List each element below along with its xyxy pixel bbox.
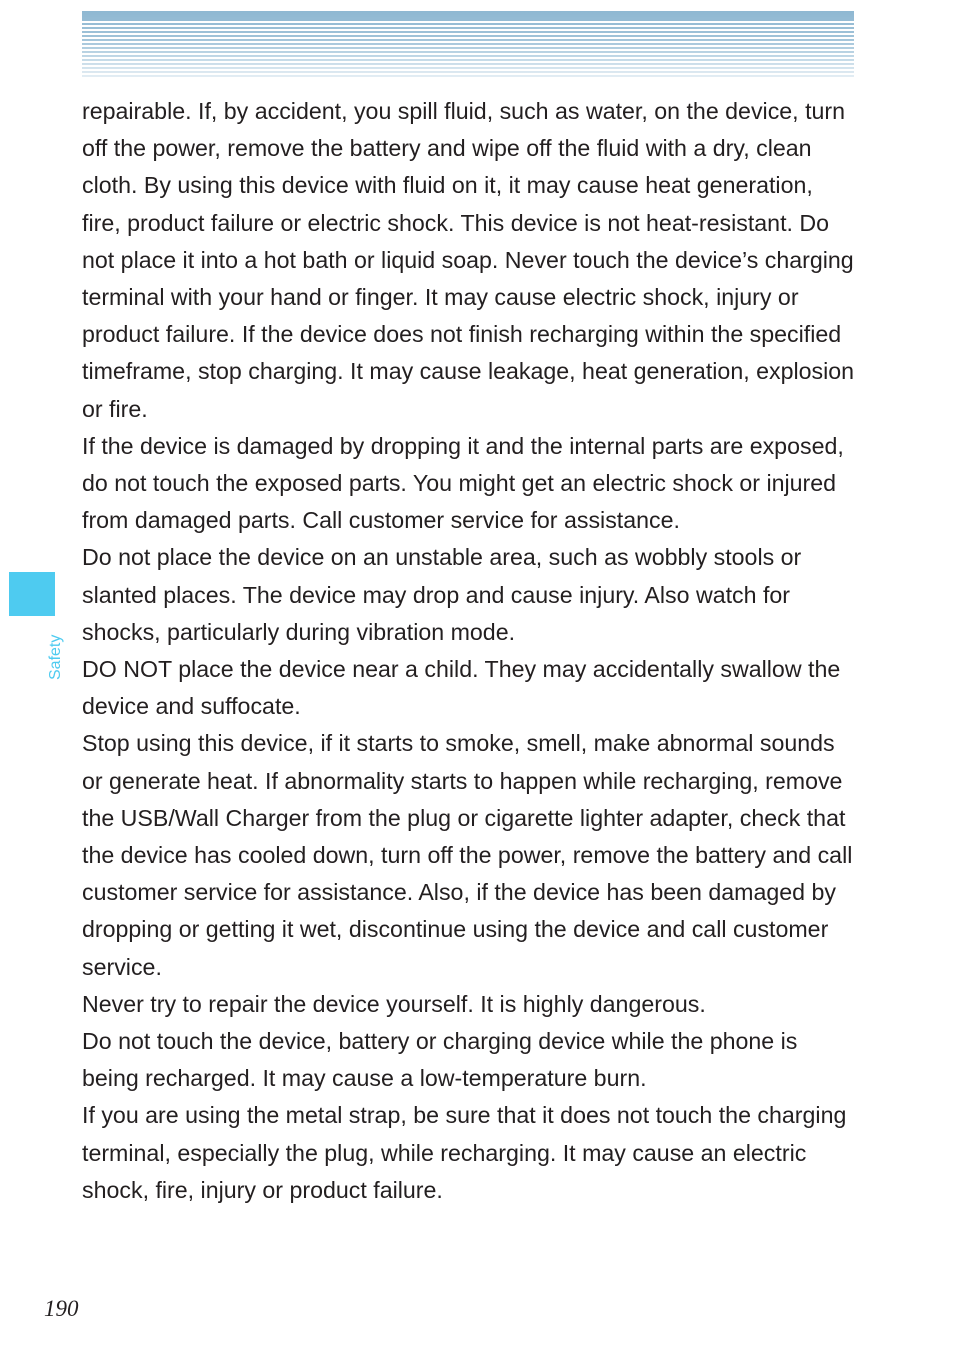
header-fade xyxy=(82,11,854,77)
paragraph: Do not touch the device, battery or charging device while the phone is being recharged. It may cause a low-temperature burn. xyxy=(82,1028,798,1092)
paragraph: If the device is damaged by dropping it and the internal parts are exposed, do not touch the exposed parts. You might get an electric shock or injured from damaged parts. Call customer service for assistance. xyxy=(82,432,844,534)
paragraph: If you are using the metal strap, be sure that it does not touch the charging terminal, especially the plug, while recharging. It may cause an electric shock, fire, injury or product failure. xyxy=(82,1102,847,1203)
paragraph: DO NOT place the device near a child. They may accidentally swallow the device and suffocate. xyxy=(82,656,841,720)
section-tab-marker xyxy=(9,572,55,616)
header-decoration xyxy=(82,11,854,77)
page-number: 190 xyxy=(44,1296,79,1321)
body-text xyxy=(82,93,857,1209)
paragraph: Never try to repair the device yourself. It is highly dangerous. xyxy=(82,990,706,1017)
paragraph: repairable. If, by accident, you spill fluid, such as water, on the device, turn off the power, remove the battery and wipe off the fluid with a dry, clean cloth. By using this device with fluid on it, it may cause heat generation, fire, product failure or electric shock. This device is not heat-resistant. Do not place it into a hot bath or liquid soap. Never touch the device’s charging terminal with your hand or finger. It may cause electric shock, injury or product failure. If the device does not finish recharging within the specified timeframe, stop charging. It may cause leakage, heat generation, explosion or fire. xyxy=(82,98,855,422)
section-side-label: Safety xyxy=(47,634,64,680)
paragraph: Do not place the device on an unstable area, such as wobbly stools or slanted places. The device may drop and cause injury. Also watch for shocks, particularly during vibration mode. xyxy=(82,544,802,645)
paragraph: Stop using this device, if it starts to smoke, smell, make abnormal sounds or generate heat. If abnormality starts to happen while recharging, remove the USB/Wall Charger from the plug or cigarette lighter adapter, check that the device has cooled down, turn off the power, remove the battery and call customer service for assistance. Also, if the device has been damaged by dropping or getting it wet, discontinue using the device and call customer service. xyxy=(82,730,853,980)
